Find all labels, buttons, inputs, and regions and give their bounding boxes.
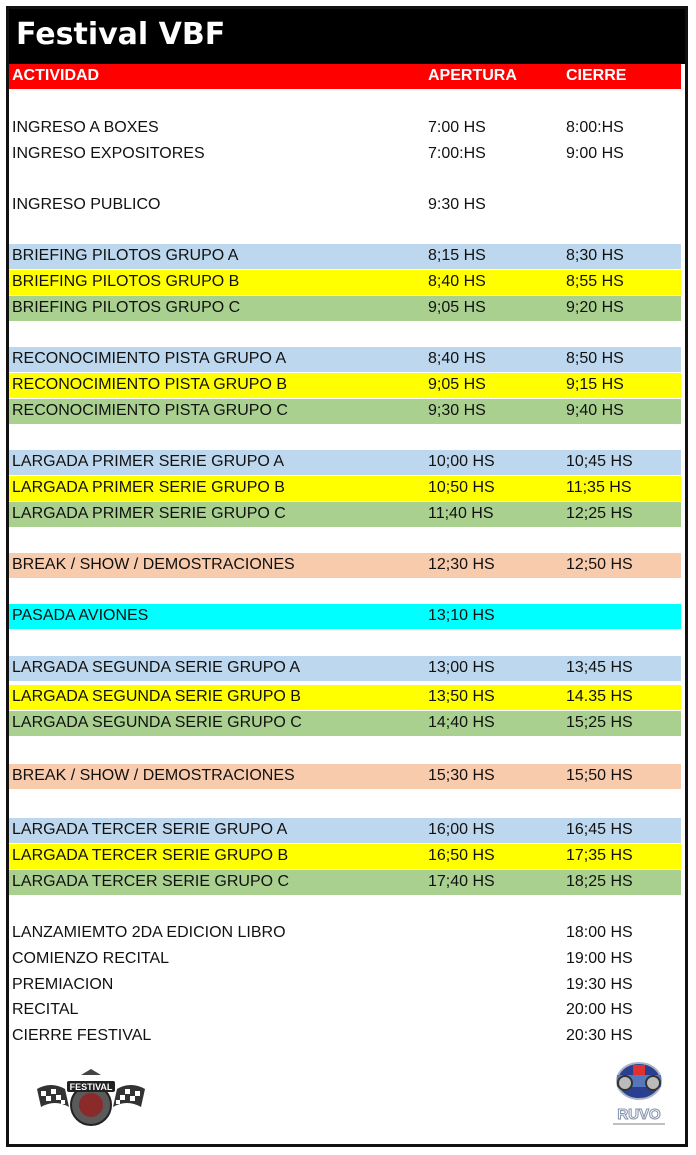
activity-cell: LANZAMIEMTO 2DA EDICION LIBRO <box>12 924 286 941</box>
activity-cell: LARGADA PRIMER SERIE GRUPO B <box>12 479 285 496</box>
closing-time-cell: 13;45 HS <box>566 659 633 676</box>
table-row <box>9 764 681 789</box>
closing-time-cell: 8;30 HS <box>566 247 624 264</box>
closing-time-cell: 20:30 HS <box>566 1027 633 1044</box>
table-row <box>9 270 681 295</box>
table-row <box>9 998 681 1023</box>
activity-cell: BRIEFING PILOTOS GRUPO C <box>12 299 241 316</box>
closing-time-cell: 12;25 HS <box>566 505 633 522</box>
opening-time-cell: 17;40 HS <box>428 873 495 890</box>
closing-time-cell: 8:00:HS <box>566 119 624 136</box>
activity-cell: PASADA AVIONES <box>12 607 149 624</box>
table-row <box>9 193 681 218</box>
table-row <box>9 711 681 736</box>
table-row <box>9 685 681 710</box>
table-row <box>9 604 681 629</box>
header-opening: APERTURA <box>428 67 517 84</box>
activity-cell: RECITAL <box>12 1001 79 1018</box>
activity-cell: INGRESO PUBLICO <box>12 196 161 213</box>
activity-cell: BREAK / SHOW / DEMOSTRACIONES <box>12 556 295 573</box>
opening-time-cell: 13;10 HS <box>428 607 495 624</box>
closing-time-cell: 11;35 HS <box>566 479 632 496</box>
table-row <box>9 553 681 578</box>
opening-time-cell: 13;00 HS <box>428 659 495 676</box>
opening-time-cell: 10;00 HS <box>428 453 495 470</box>
closing-time-cell: 19:30 HS <box>566 976 633 993</box>
activity-cell: LARGADA SEGUNDA SERIE GRUPO A <box>12 659 301 676</box>
header-activity: ACTIVIDAD <box>12 67 100 84</box>
closing-time-cell: 10;45 HS <box>566 453 633 470</box>
opening-time-cell: 11;40 HS <box>428 505 494 522</box>
table-row <box>9 399 681 424</box>
header-closing: CIERRE <box>566 67 627 84</box>
table-row <box>9 450 681 475</box>
opening-time-cell: 8;40 HS <box>428 273 486 290</box>
schedule-sheet <box>6 6 688 1147</box>
activity-cell: INGRESO A BOXES <box>12 119 159 136</box>
activity-cell: PREMIACION <box>12 976 114 993</box>
activity-cell: COMIENZO RECITAL <box>12 950 170 967</box>
table-row <box>9 347 681 372</box>
activity-cell: LARGADA TERCER SERIE GRUPO C <box>12 873 290 890</box>
activity-cell: LARGADA SEGUNDA SERIE GRUPO B <box>12 688 301 705</box>
closing-time-cell: 8;50 HS <box>566 350 624 367</box>
closing-time-cell: 19:00 HS <box>566 950 633 967</box>
activity-cell: RECONOCIMIENTO PISTA GRUPO B <box>12 376 287 393</box>
activity-cell: CIERRE FESTIVAL <box>12 1027 152 1044</box>
activity-cell: RECONOCIMIENTO PISTA GRUPO C <box>12 402 288 419</box>
closing-time-cell: 8;55 HS <box>566 273 624 290</box>
closing-time-cell: 16;45 HS <box>566 821 633 838</box>
opening-time-cell: 9;05 HS <box>428 299 486 316</box>
opening-time-cell: 9;05 HS <box>428 376 486 393</box>
activity-cell: LARGADA SEGUNDA SERIE GRUPO C <box>12 714 302 731</box>
ruvo-logo-text: RUVO <box>617 1106 661 1123</box>
ruvo-logo-icon <box>603 1059 675 1129</box>
opening-time-cell: 8;40 HS <box>428 350 486 367</box>
opening-time-cell: 9:30 HS <box>428 196 486 213</box>
opening-time-cell: 7:00 HS <box>428 119 486 136</box>
closing-time-cell: 18;25 HS <box>566 873 633 890</box>
closing-time-cell: 9;15 HS <box>566 376 624 393</box>
opening-time-cell: 8;15 HS <box>428 247 486 264</box>
table-row <box>9 244 681 269</box>
opening-time-cell: 7:00:HS <box>428 145 486 162</box>
page-title: Festival VBF <box>16 17 226 52</box>
title-bar <box>9 9 685 64</box>
activity-cell: LARGADA TERCER SERIE GRUPO B <box>12 847 289 864</box>
table-row <box>9 921 681 946</box>
table-row <box>9 296 681 321</box>
activity-cell: LARGADA PRIMER SERIE GRUPO C <box>12 505 286 522</box>
table-row <box>9 947 681 972</box>
activity-cell: INGRESO EXPOSITORES <box>12 145 205 162</box>
activity-cell: RECONOCIMIENTO PISTA GRUPO A <box>12 350 287 367</box>
festival-logo-icon <box>31 1067 151 1129</box>
opening-time-cell: 16;00 HS <box>428 821 495 838</box>
closing-time-cell: 12;50 HS <box>566 556 633 573</box>
table-row <box>9 870 681 895</box>
table-row <box>9 656 681 681</box>
closing-time-cell: 9;40 HS <box>566 402 624 419</box>
closing-time-cell: 14.35 HS <box>566 688 633 705</box>
closing-time-cell: 18:00 HS <box>566 924 633 941</box>
activity-cell: LARGADA TERCER SERIE GRUPO A <box>12 821 288 838</box>
table-row <box>9 373 681 398</box>
table-header <box>9 64 681 89</box>
table-row <box>9 818 681 843</box>
opening-time-cell: 15;30 HS <box>428 767 495 784</box>
table-row <box>9 116 681 141</box>
opening-time-cell: 9;30 HS <box>428 402 486 419</box>
closing-time-cell: 15;50 HS <box>566 767 633 784</box>
closing-time-cell: 9;20 HS <box>566 299 624 316</box>
table-row <box>9 142 681 167</box>
table-row <box>9 1024 681 1049</box>
activity-cell: BRIEFING PILOTOS GRUPO A <box>12 247 239 264</box>
opening-time-cell: 10;50 HS <box>428 479 495 496</box>
table-row <box>9 502 681 527</box>
activity-cell: BREAK / SHOW / DEMOSTRACIONES <box>12 767 295 784</box>
closing-time-cell: 17;35 HS <box>566 847 633 864</box>
closing-time-cell: 15;25 HS <box>566 714 633 731</box>
opening-time-cell: 14;40 HS <box>428 714 495 731</box>
table-row <box>9 973 681 998</box>
activity-cell: BRIEFING PILOTOS GRUPO B <box>12 273 240 290</box>
activity-cell: LARGADA PRIMER SERIE GRUPO A <box>12 453 285 470</box>
table-row <box>9 476 681 501</box>
table-row <box>9 844 681 869</box>
opening-time-cell: 16;50 HS <box>428 847 495 864</box>
closing-time-cell: 20:00 HS <box>566 1001 633 1018</box>
closing-time-cell: 9:00 HS <box>566 145 624 162</box>
festival-logo-text: FESTIVAL <box>69 1082 113 1092</box>
opening-time-cell: 13;50 HS <box>428 688 495 705</box>
opening-time-cell: 12;30 HS <box>428 556 495 573</box>
